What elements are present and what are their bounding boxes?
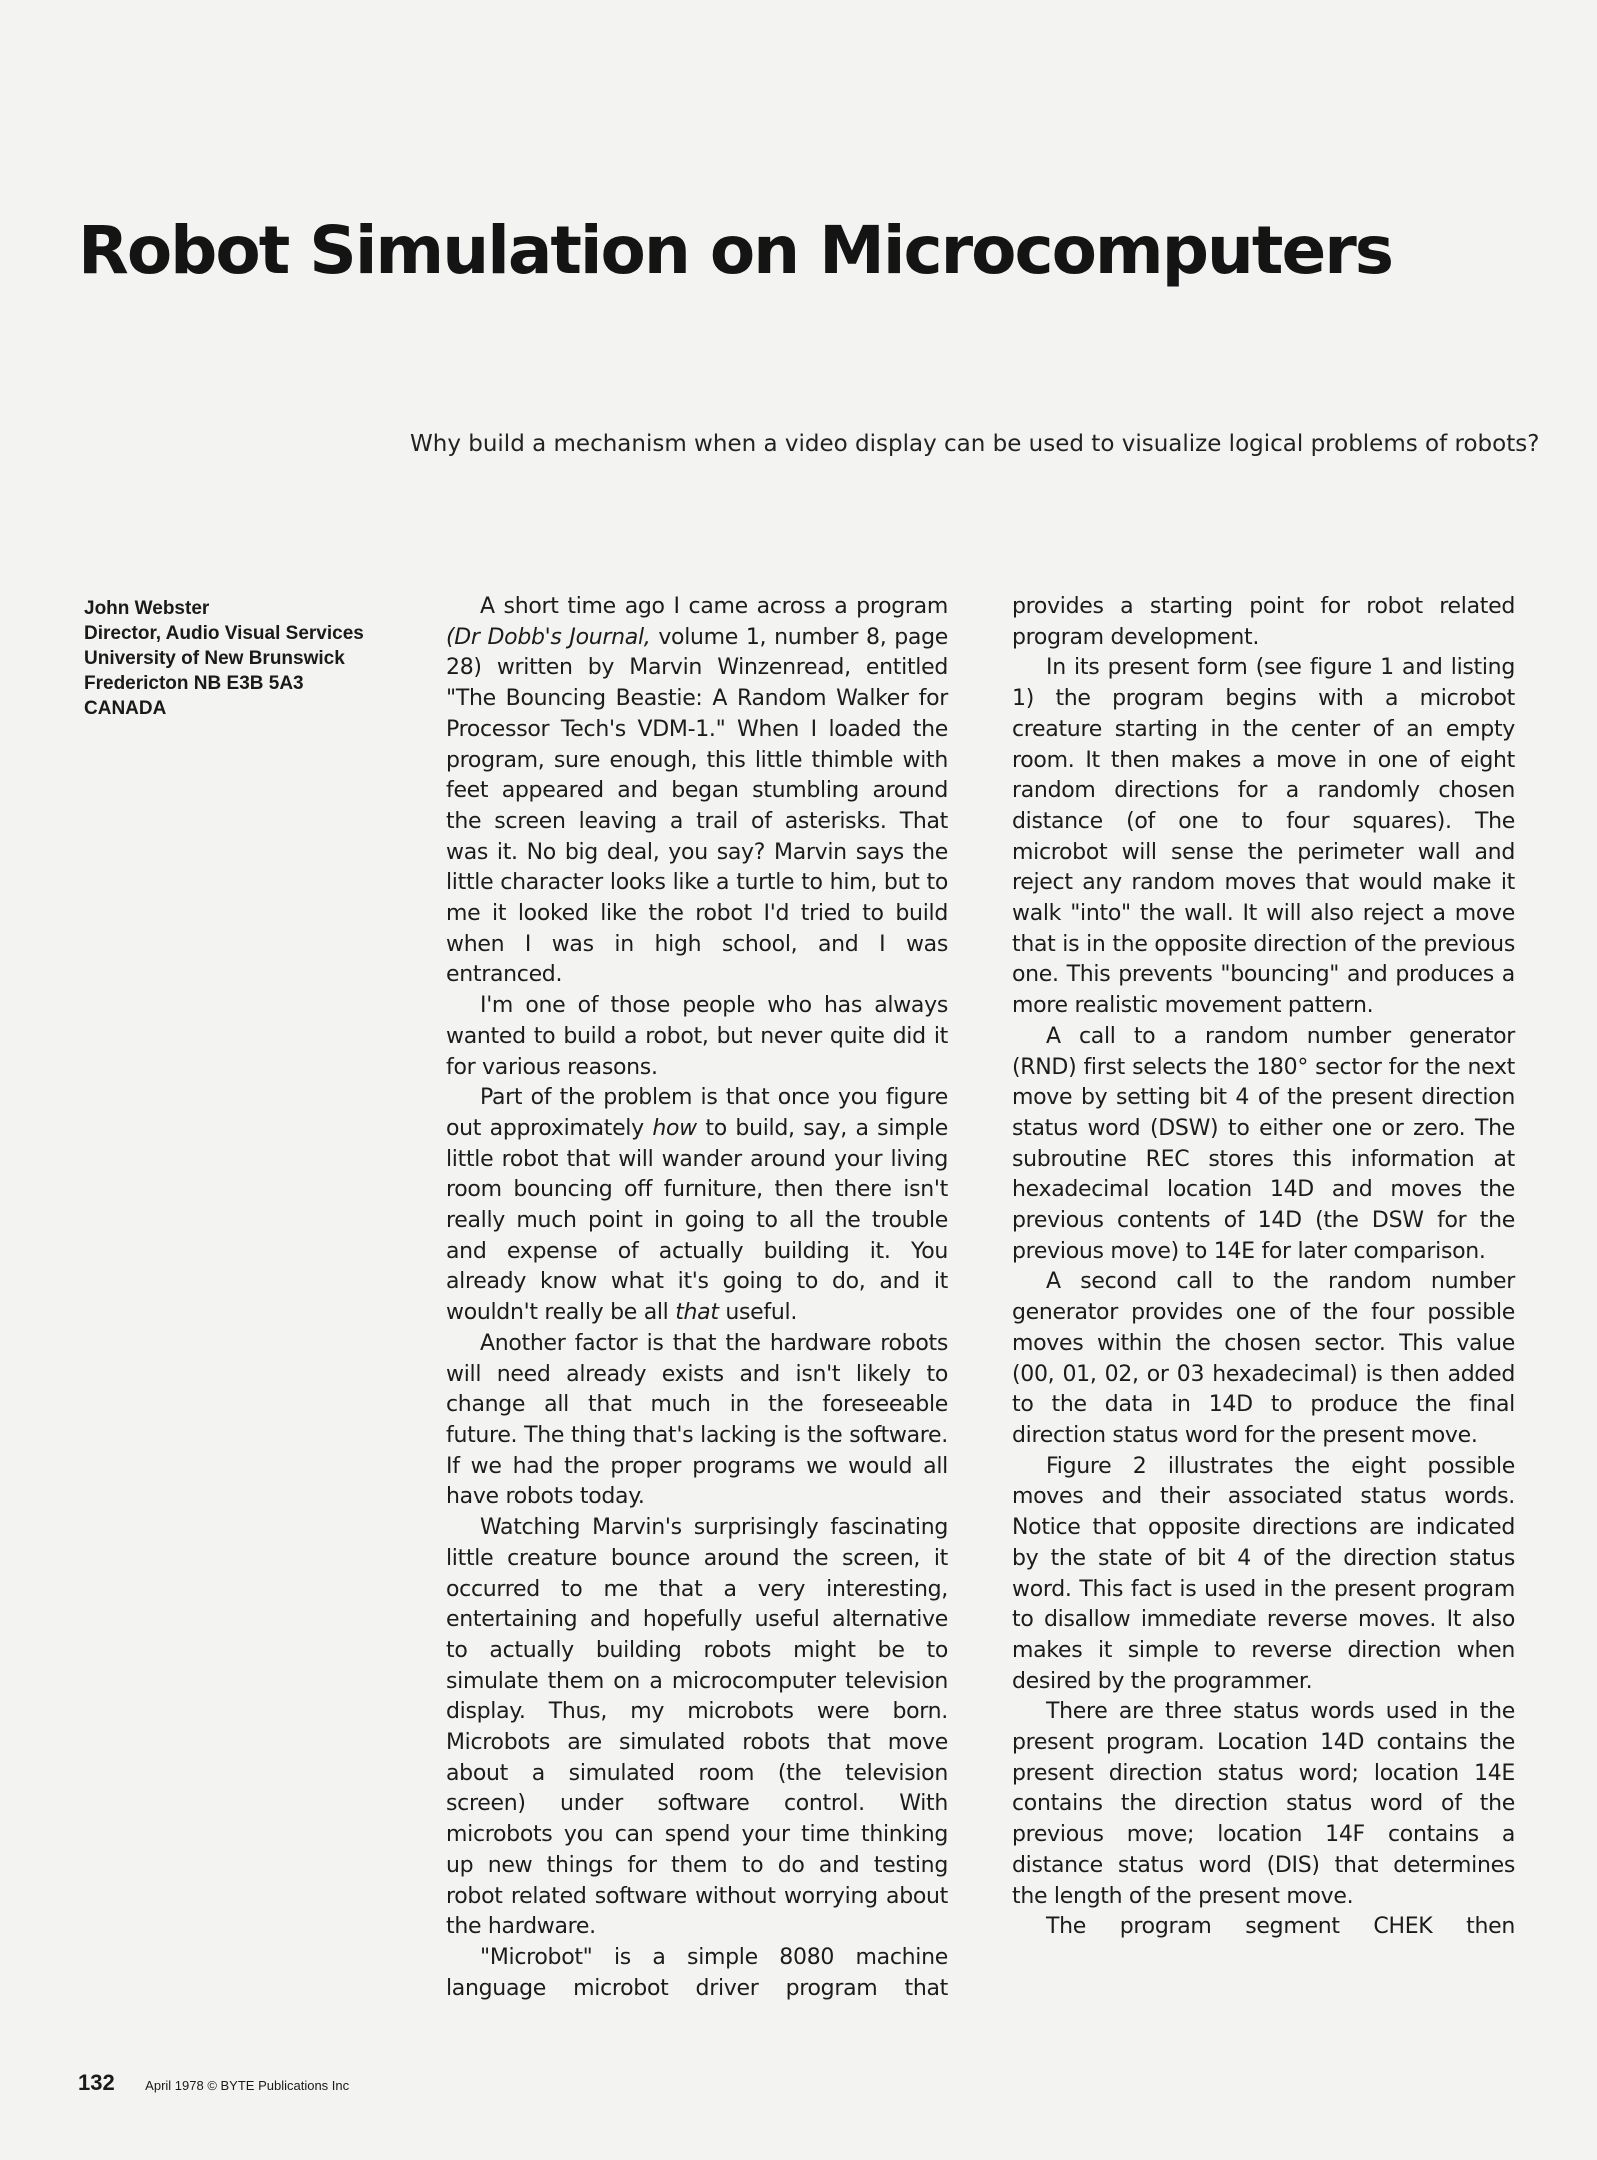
author-title: Director, Audio Visual Services	[84, 623, 364, 644]
author-city: Fredericton NB E3B 5A3	[84, 673, 304, 694]
paragraph: Another factor is that the hardware robots will need already exists and isn't likely to change all that much in the foreseeable future. The thing that's lacking is the software. If we had the proper programs we would all have robots today.	[446, 1330, 948, 1510]
paragraph: A short time ago I came across a program (Dr Dobb's Journal, volume 1, number 8, page 28) written by Marvin Winzenread, entitled "The Bouncing Beastie: A Random Walker for Processor Tech's VDM-1." When I loaded the program, sure enough, this little thimble with feet appeared and began stumbling around the screen leaving a trail of asterisks. That was it. No big deal, you say? Marvin says the little character looks like a turtle to him, but to me it looked like the robot I'd tried to build when I was in high school, and I was entranced.	[446, 594, 948, 988]
paragraph: In its present form (see figure 1 and listing 1) the program begins with a microbot creature starting in the center of an empty room. It then makes a move in one of eight random directions for a randomly chosen distance (of one to four squares). The microbot will sense the perimeter wall and reject any random moves that would make it walk "into" the wall. It will also reject a move that is in the opposite direction of the previous one. This prevents "bouncing" and produces a more realistic movement pattern.	[1012, 655, 1515, 1019]
emphasis-that: that	[675, 1300, 719, 1326]
paragraph: A second call to the random number generator provides one of the four possible moves within the chosen sector. This value (00, 01, 02, or 03 hexadecimal) is then added to the data in 14D to produce the final direction status word for the present move.	[1012, 1269, 1515, 1448]
page-number: 132	[78, 2070, 115, 2095]
emphasis-how: how	[652, 1115, 697, 1141]
paragraph: A call to a random number generator (RND) first selects the 180° sector for the next move by setting bit 4 of the present direction status word (DSW) to either one or zero. The subroutine REC stores this information at hexadecimal location 14D and moves the previous contents of 14D (the DSW for the previous move) to 14E for later comparison.	[1012, 1023, 1515, 1264]
article-title: Robot Simulation on Microcomputers	[78, 212, 1393, 289]
paragraph: Watching Marvin's surprisingly fascinating little creature bounce around the screen, it occurred to me that a very interesting, entertaining and hopefully useful alternative to actually building robots might be to simulate them on a microcomputer television display. Thus, my microbots were born. Microbots are simulated robots that move about a simulated room (the television screen) under software control. With microbots you can spend your time thinking up new things for them to do and testing robot related software without worrying about the hardware.	[446, 1515, 948, 1940]
author-institution: University of New Brunswick	[84, 648, 345, 669]
journal-reference: (Dr Dobb's Journal,	[446, 624, 651, 650]
page-footer	[78, 2070, 349, 2096]
author-byline	[84, 596, 364, 721]
body-column-1	[446, 592, 948, 2004]
author-name: John Webster	[84, 598, 210, 619]
author-country: CANADA	[84, 698, 167, 719]
paragraph: There are three status words used in the present program. Location 14D contains the present direction status word; location 14E contains the direction status word of the previous move; location 14F contains a distance status word (DIS) that determines the length of the present move.	[1012, 1699, 1515, 1909]
paragraph: I'm one of those people who has always wanted to build a robot, but never quite did it for various reasons.	[446, 993, 948, 1080]
paragraph: Part of the problem is that once you figure out approximately how to build, say, a simple little robot that will wander around your living room bouncing off furniture, then there isn't really much point in going to all the trouble and expense of actually building it. You already know what it's going to do, and it wouldn't really be all that useful.	[446, 1085, 949, 1326]
paragraph: provides a starting point for robot related program development.	[1012, 594, 1515, 650]
paragraph: The program segment CHEK then	[1046, 1914, 1515, 1940]
paragraph: "Microbot" is a simple 8080 machine language microbot driver program that	[446, 1944, 948, 2001]
article-subtitle: Why build a mechanism when a video display can be used to visualize logical problems of robots?	[410, 431, 1540, 457]
body-column-2	[1012, 592, 1515, 1943]
paragraph: Figure 2 illustrates the eight possible moves and their associated status words. Notice that opposite directions are indicated by the state of bit 4 of the direction status word. This fact is used in the present program to disallow immediate reverse moves. It also makes it simple to reverse direction when desired by the programmer.	[1012, 1453, 1515, 1694]
publication-credit: April 1978 © BYTE Publications Inc	[145, 2078, 350, 2093]
